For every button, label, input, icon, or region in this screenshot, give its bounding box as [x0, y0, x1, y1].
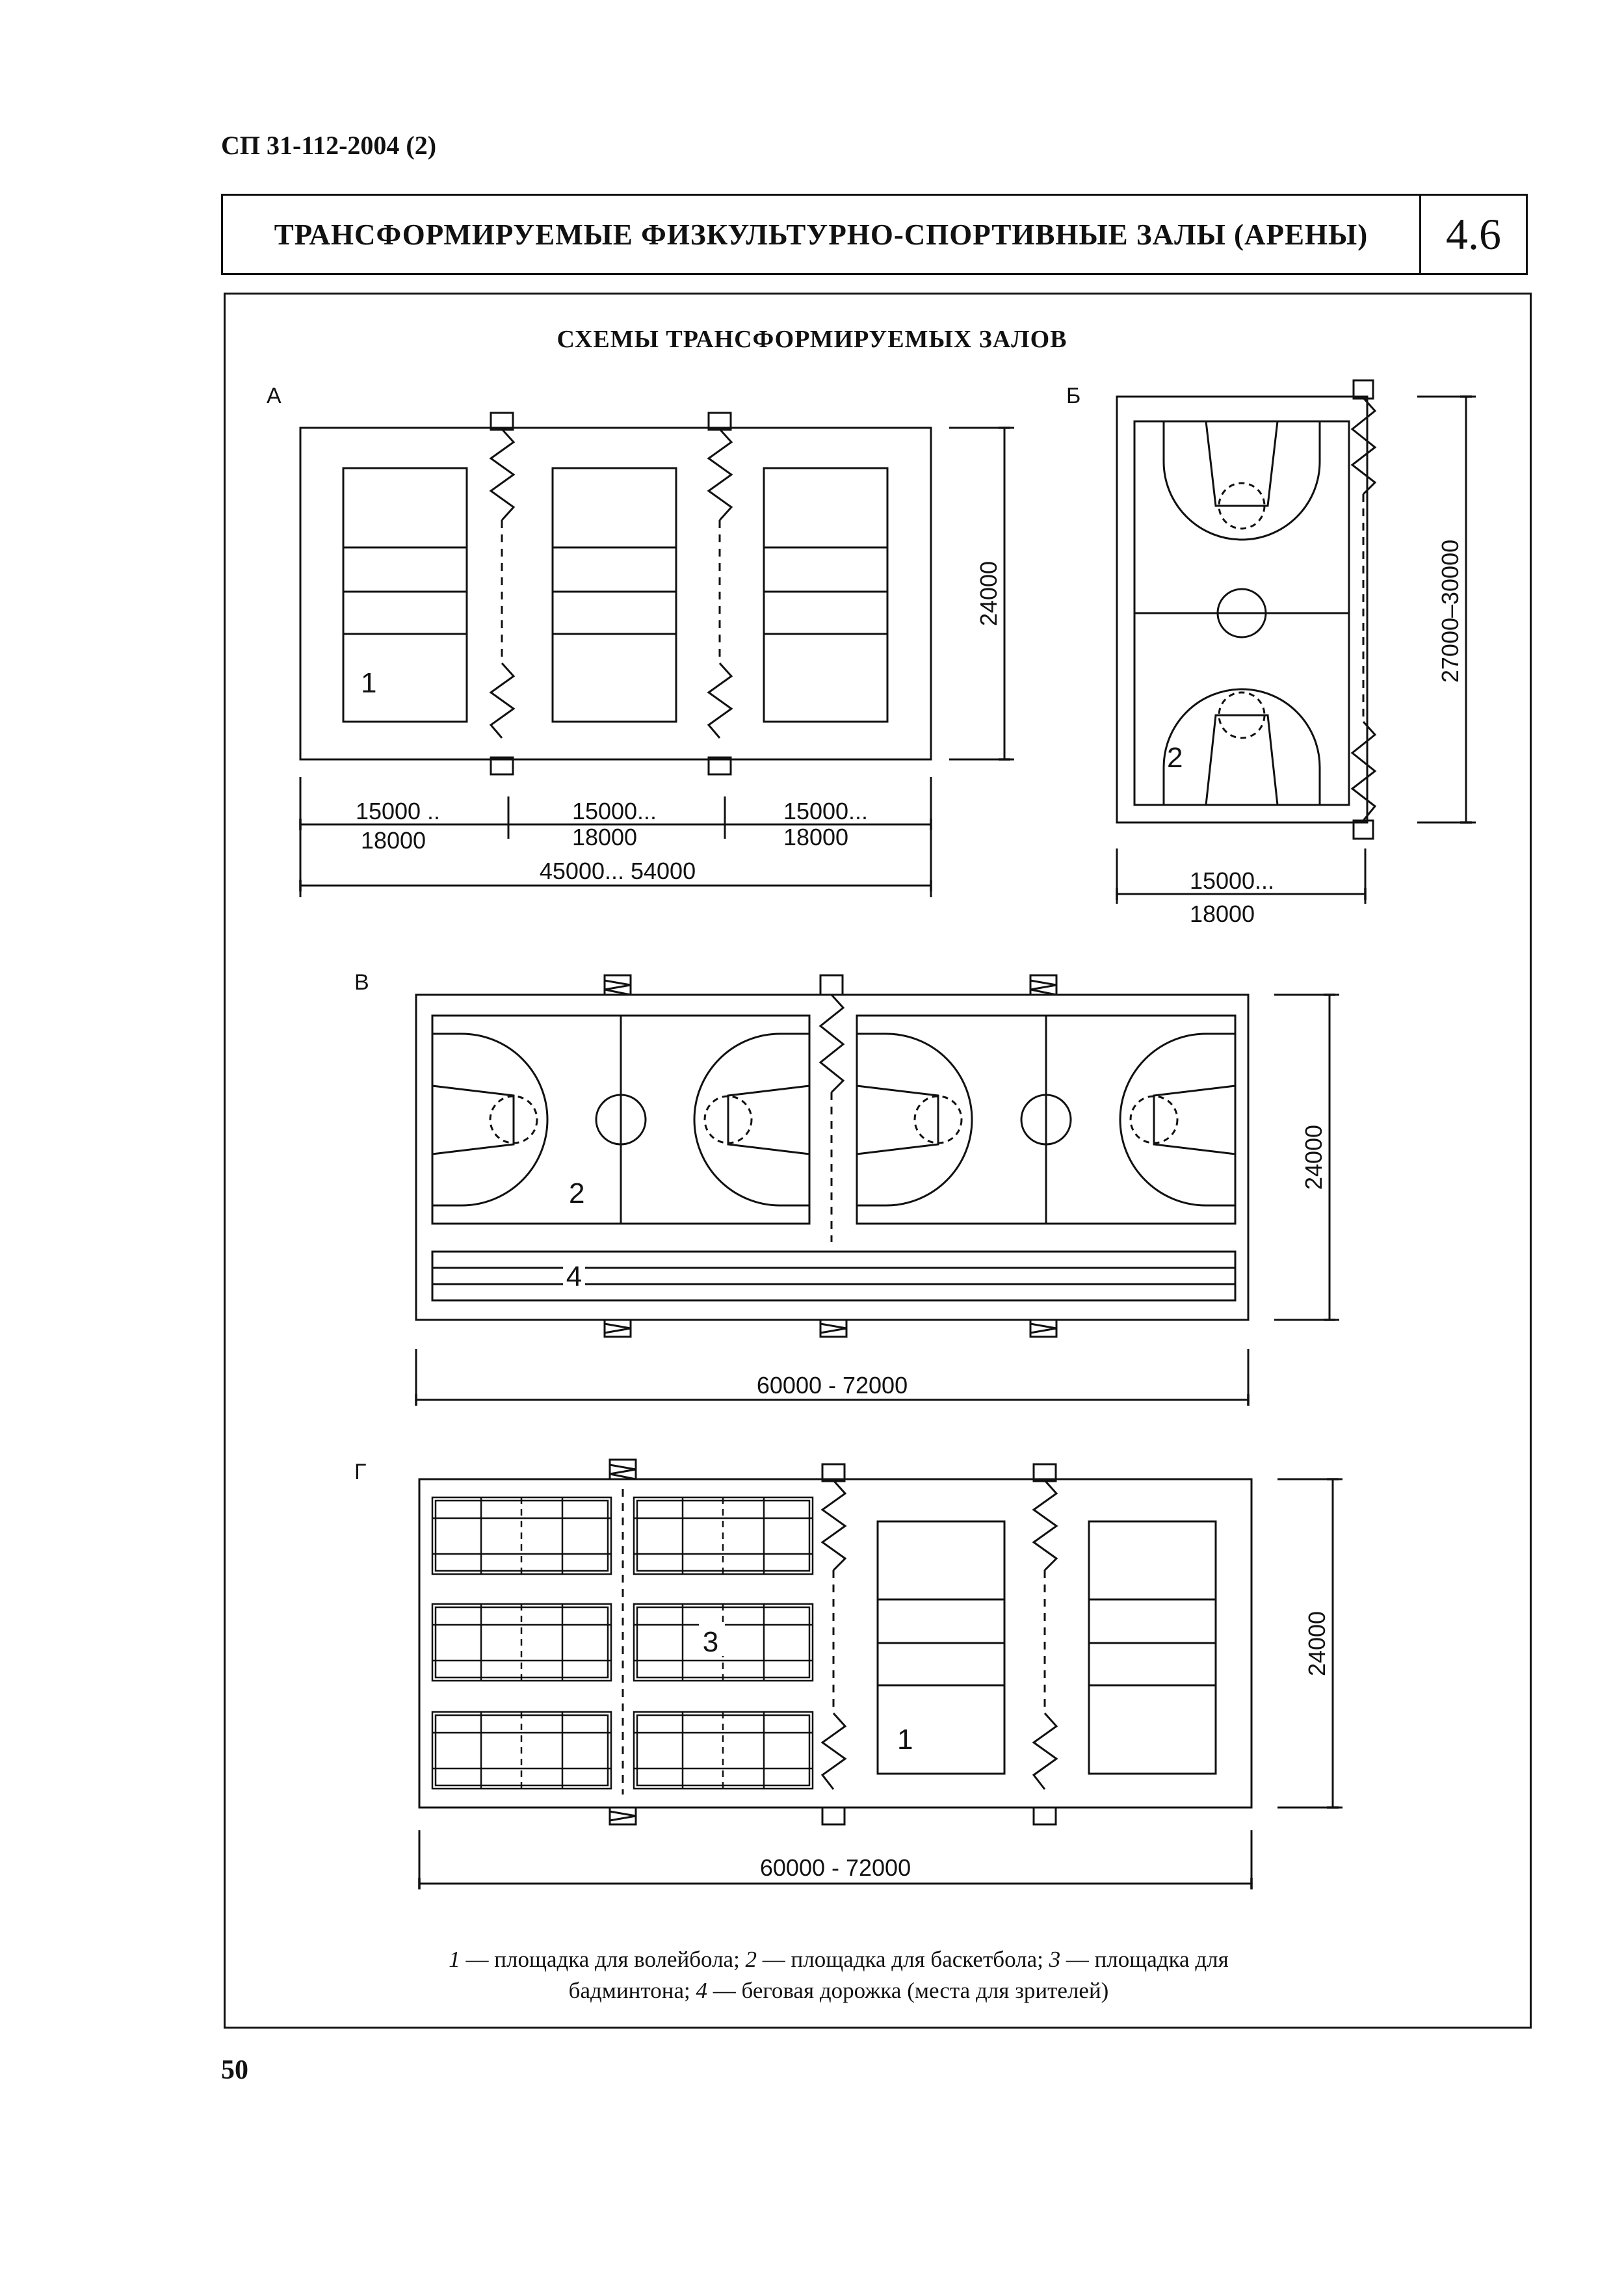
dim-seg-top: 15000... — [783, 798, 869, 824]
running-track — [432, 1252, 1235, 1300]
partition-curtain — [491, 413, 514, 774]
partition-curtain — [1352, 380, 1375, 839]
legend-key: 2 — [745, 1947, 757, 1972]
dim-seg-bottom: 18000 — [360, 827, 426, 854]
scheme-b-width-bottom: 18000 — [1189, 901, 1255, 927]
document-code: СП 31-112-2004 (2) — [221, 131, 437, 160]
schemes-title: СХЕМЫ ТРАНСФОРМИРУЕМЫХ ЗАЛОВ — [557, 326, 1067, 353]
folding-seating-unit — [610, 1460, 636, 1824]
section-title: ТРАНСФОРМИРУЕМЫЕ ФИЗКУЛЬТУРНО-СПОРТИВНЫЕ ЗАЛЫ (АРЕНЫ) — [274, 218, 1369, 251]
scheme-g-label: Г — [354, 1460, 367, 1484]
basketball-court — [432, 1016, 809, 1224]
court-number-2: 2 — [569, 1177, 585, 1209]
dim-seg-top: 15000 .. — [355, 798, 441, 824]
scheme-g-width-dim: 60000 - 72000 — [759, 1854, 911, 1881]
legend-text: бадминтона; — [568, 1978, 696, 2003]
scheme-v-label: В — [354, 970, 369, 995]
court-number-1: 1 — [897, 1724, 913, 1755]
volleyball-court — [1089, 1521, 1216, 1774]
scheme-g-height-dim: 24000 — [1303, 1611, 1330, 1677]
scheme-v-width-dim: 60000 - 72000 — [756, 1372, 908, 1399]
court-number-1: 1 — [361, 667, 377, 699]
scheme-v — [354, 970, 1339, 1404]
legend-key: 4 — [696, 1978, 707, 2003]
legend-text: — площадка для — [1060, 1947, 1229, 1972]
scheme-a-hall-outline — [300, 428, 931, 759]
scheme-a-dimensions — [300, 428, 1014, 897]
badminton-courts — [432, 1497, 813, 1789]
basketball-court — [857, 1016, 1235, 1224]
dim-seg-bottom: 18000 — [571, 824, 638, 850]
legend-text: — беговая дорожка (места для зрителей) — [707, 1978, 1109, 2003]
partition-curtain — [709, 413, 731, 774]
court-number-3: 3 — [702, 1626, 719, 1658]
court-number-2: 2 — [1167, 742, 1183, 774]
scheme-b-label: Б — [1066, 384, 1081, 408]
legend-key: 3 — [1049, 1947, 1061, 1972]
partition-curtain — [822, 1464, 845, 1824]
scheme-b-width-top: 15000... — [1189, 867, 1275, 894]
scheme-g-dimensions — [419, 1479, 1342, 1889]
dim-seg-top: 15000... — [571, 798, 657, 824]
scheme-v-dimensions — [416, 995, 1339, 1404]
scheme-a-total-width: 45000... 54000 — [539, 858, 696, 884]
scheme-a — [267, 384, 1014, 897]
section-number: 4.6 — [1446, 209, 1501, 259]
volleyball-court — [764, 468, 887, 722]
scheme-b-dimensions — [1117, 397, 1476, 927]
scheme-g — [354, 1460, 1342, 1889]
dim-seg-bottom: 18000 — [783, 824, 849, 850]
scheme-b-hall-outline — [1117, 397, 1367, 822]
legend-text: — площадка для баскетбола; — [757, 1947, 1049, 1972]
legend-text: — площадка для волейбола; — [460, 1947, 746, 1972]
page-number: 50 — [221, 2055, 248, 2085]
volleyball-court — [553, 468, 676, 722]
scheme-v-height-dim: 24000 — [1300, 1124, 1327, 1190]
scheme-a-height-dim: 24000 — [975, 560, 1002, 627]
scheme-b — [1066, 380, 1476, 927]
track-number-4: 4 — [566, 1261, 583, 1293]
legend-key: 1 — [449, 1947, 460, 1972]
partition-curtain — [1034, 1464, 1056, 1824]
legend — [351, 1944, 1326, 2006]
partition-curtain — [820, 975, 843, 1242]
scheme-b-height-dim: 27000–30000 — [1437, 539, 1463, 683]
scheme-a-label: А — [267, 384, 282, 408]
